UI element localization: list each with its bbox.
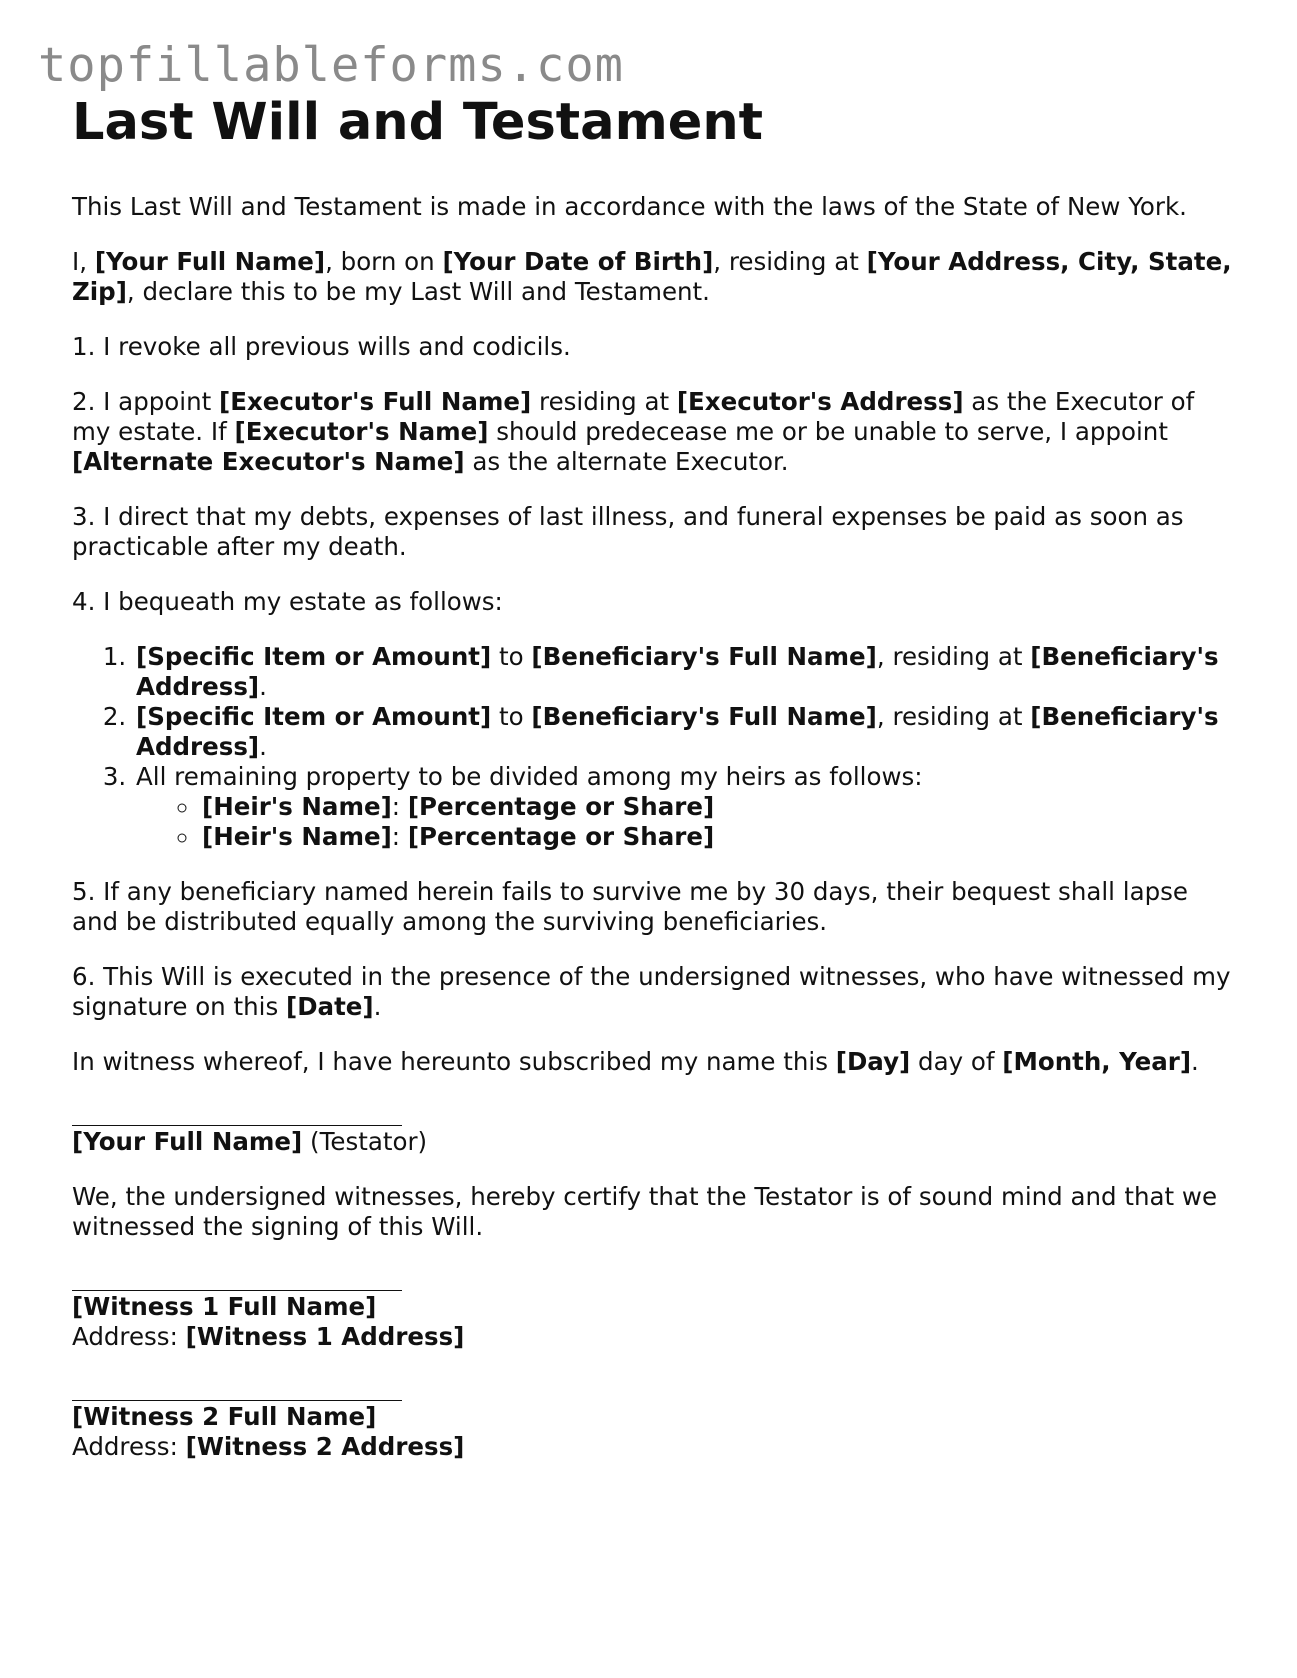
witness-2-signature-block (72, 1400, 1232, 1462)
month-year-field: [Month, Year] (1002, 1047, 1192, 1076)
clause-2 (72, 387, 1232, 477)
bequest-item-field: [Specific Item or Amount] (136, 642, 492, 671)
day-field: [Day] (835, 1047, 911, 1076)
list-item (200, 822, 1232, 852)
intro-paragraph: This Last Will and Testament is made in accordance with the laws of the State of New York. (72, 192, 1187, 221)
witness-address-line (72, 1432, 1232, 1462)
heir-separator: : (391, 792, 408, 821)
heir-name-field: [Heir's Name] (202, 822, 392, 851)
site-watermark: topfillableforms.com (38, 38, 624, 93)
executor-short-name-field: [Executor's Name] (234, 417, 489, 446)
heir-share-field: [Percentage or Share] (407, 792, 715, 821)
testator-signature-block (72, 1125, 1232, 1157)
bequest-text: to (491, 702, 532, 731)
heir-share-field: [Percentage or Share] (407, 822, 715, 851)
beneficiary-address-field: [Beneficiary's Address] (136, 702, 1219, 761)
bequest-text: , residing at (876, 702, 1031, 731)
witness-name-field: [Witness 2 Full Name] (72, 1402, 377, 1431)
heir-list (136, 792, 1232, 852)
heir-separator: : (391, 822, 408, 851)
clause-text: residing at (531, 387, 677, 416)
clause-3: 3. I direct that my debts, expenses of last illness, and funeral expenses be paid as soon as practicable after my death. (72, 502, 1184, 561)
signature-line (72, 1290, 402, 1291)
testator-name-field: [Your Full Name] (72, 1127, 303, 1156)
signature-line (72, 1400, 402, 1401)
clause-text: 6. This Will is executed in the presence of the undersigned witnesses, who have witnessed my signature on this (72, 962, 1231, 1021)
execution-date-field: [Date] (286, 992, 374, 1021)
witness-address-field: [Witness 2 Address] (185, 1432, 465, 1461)
list-item (134, 762, 1232, 852)
address-label: Address: (72, 1322, 186, 1351)
bequest-text: to (491, 642, 532, 671)
alternate-executor-field: [Alternate Executor's Name] (72, 447, 465, 476)
witness-whereof-paragraph (72, 1047, 1232, 1077)
birth-date-field: [Your Date of Birth] (442, 247, 714, 276)
clause-text: should predecease me or be unable to serve, I appoint (488, 417, 1168, 446)
witness-name-field: [Witness 1 Full Name] (72, 1292, 377, 1321)
witness-address-line (72, 1322, 1232, 1352)
bequest-list (72, 642, 1232, 852)
witness-address-field: [Witness 1 Address] (185, 1322, 465, 1351)
clause-6 (72, 962, 1232, 1022)
witness-name-line (72, 1402, 1232, 1432)
clause-1: 1. I revoke all previous wills and codicils. (72, 332, 571, 361)
list-item (200, 792, 1232, 822)
declaration-paragraph (72, 247, 1232, 307)
declaration-text: , declare this to be my Last Will and Testament. (126, 277, 710, 306)
declaration-text: , born on (325, 247, 443, 276)
clause-text: day of (910, 1047, 1003, 1076)
page-title: Last Will and Testament (72, 93, 764, 152)
bequest-item-field: [Specific Item or Amount] (136, 702, 492, 731)
clause-text: In witness whereof, I have hereunto subscribed my name this (72, 1047, 836, 1076)
beneficiary-address-field: [Beneficiary's Address] (136, 642, 1219, 701)
witness-certification: We, the undersigned witnesses, hereby certify that the Testator is of sound mind and that we witnessed the signing of this Will. (72, 1182, 1218, 1241)
testator-signature-caption (72, 1127, 1232, 1157)
witness-name-line (72, 1292, 1232, 1322)
declaration-text: , residing at (713, 247, 867, 276)
list-item (134, 702, 1232, 762)
list-item (134, 642, 1232, 702)
testator-role: (Testator) (302, 1127, 428, 1156)
remaining-property-text: All remaining property to be divided among my heirs as follows: (136, 762, 923, 791)
heir-name-field: [Heir's Name] (202, 792, 392, 821)
clause-text: 2. I appoint (72, 387, 220, 416)
clause-5: 5. If any beneficiary named herein fails to survive me by 30 days, their bequest shall lapse and be distributed equally among the surviving beneficiaries. (72, 877, 1188, 936)
declaration-text: I, (72, 247, 95, 276)
bequest-text: . (259, 672, 267, 701)
clause-text: as the alternate Executor. (464, 447, 789, 476)
beneficiary-name-field: [Beneficiary's Full Name] (531, 642, 877, 671)
testator-address-field: [Your Address, City, State, Zip] (72, 247, 1232, 306)
witness-1-signature-block (72, 1290, 1232, 1352)
bequest-text: , residing at (876, 642, 1031, 671)
address-label: Address: (72, 1432, 186, 1461)
will-document (72, 92, 1232, 1462)
bequest-text: . (259, 732, 267, 761)
signature-line (72, 1125, 402, 1126)
executor-address-field: [Executor's Address] (676, 387, 964, 416)
beneficiary-name-field: [Beneficiary's Full Name] (531, 702, 877, 731)
clause-text: . (373, 992, 382, 1021)
clause-text: as the Executor of my estate. If (72, 387, 1195, 446)
clause-4: 4. I bequeath my estate as follows: (72, 587, 503, 616)
clause-text: . (1191, 1047, 1199, 1076)
executor-name-field: [Executor's Full Name] (219, 387, 532, 416)
testator-name-field: [Your Full Name] (94, 247, 326, 276)
